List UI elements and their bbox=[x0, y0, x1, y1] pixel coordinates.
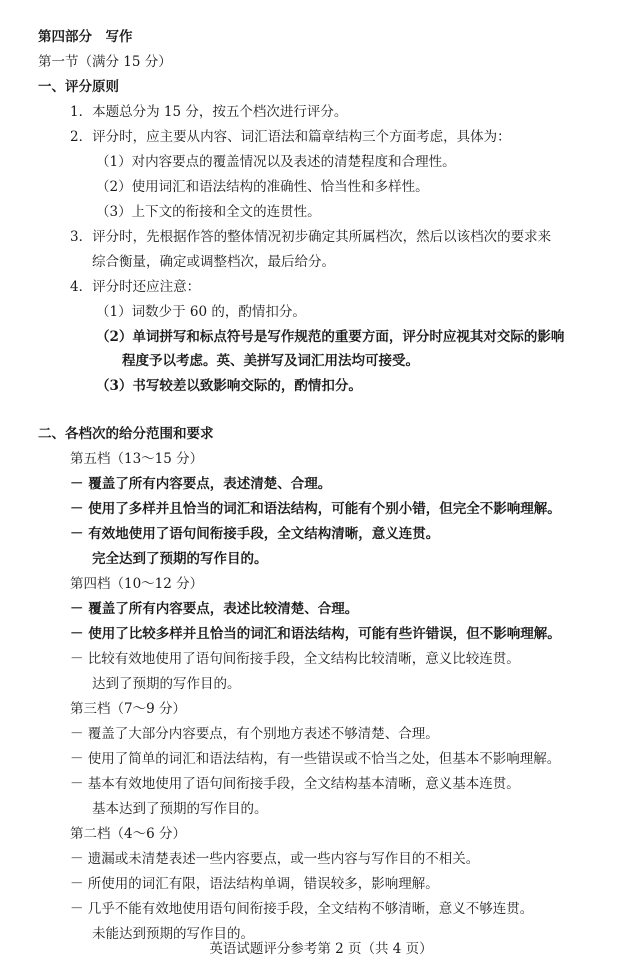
level-5-goal: 完全达到了预期的写作目的。 bbox=[92, 551, 268, 567]
section-title: 第一节（满分 15 分） bbox=[38, 54, 172, 70]
level-3-item-1: － 覆盖了大部分内容要点，有个别地方表述不够清楚、合理。 bbox=[70, 726, 439, 742]
level-5-item-2: － 使用了多样并且恰当的词汇和语法结构，可能有个别小错，但完全不影响理解。 bbox=[70, 501, 561, 517]
principle-item-4-sub-2-line-1: （2）单词拼写和标点符号是写作规范的重要方面，评分时应视其对交际的影响 bbox=[96, 329, 565, 345]
level-3-title: 第三档（7～9 分） bbox=[70, 701, 186, 717]
level-2-title: 第二档（4～6 分） bbox=[70, 826, 186, 842]
principle-item-1: 1．本题总分为 15 分，按五个档次进行评分。 bbox=[70, 104, 348, 120]
principle-item-4: 4．评分时还应注意： bbox=[70, 279, 201, 295]
level-4-title: 第四档（10～12 分） bbox=[70, 576, 204, 592]
principle-item-4-sub-2-line-2: 程度予以考虑。英、美拼写及词汇用法均可接受。 bbox=[122, 353, 419, 369]
level-4-goal: 达到了预期的写作目的。 bbox=[92, 676, 241, 692]
level-3-item-2: － 使用了简单的词汇和语法结构，有一些错误或不恰当之处，但基本不影响理解。 bbox=[70, 751, 561, 767]
principle-item-3-line-1: 3．评分时，先根据作答的整体情况初步确定其所属档次，然后以该档次的要求来 bbox=[70, 229, 552, 245]
principle-item-2: 2．评分时，应主要从内容、词汇语法和篇章结构三个方面考虑，具体为： bbox=[70, 129, 511, 145]
part-title: 第四部分 写作 bbox=[38, 29, 133, 45]
level-4-item-3: － 比较有效地使用了语句间衔接手段，全文结构比较清晰，意义比较连贯。 bbox=[70, 651, 520, 667]
level-2-item-1: － 遗漏或未清楚表述一些内容要点，或一些内容与写作目的不相关。 bbox=[70, 851, 480, 867]
principle-item-2-sub-3: （3）上下文的衔接和全文的连贯性。 bbox=[96, 204, 321, 220]
principles-heading: 一、评分原则 bbox=[38, 79, 119, 95]
principle-item-3-line-2: 综合衡量，确定或调整档次，最后给分。 bbox=[92, 254, 335, 270]
principle-item-2-sub-1: （1）对内容要点的覆盖情况以及表述的清楚程度和合理性。 bbox=[96, 154, 456, 170]
level-5-item-3: － 有效地使用了语句间衔接手段，全文结构清晰，意义连贯。 bbox=[70, 526, 440, 542]
level-2-item-3: － 几乎不能有效地使用语句间衔接手段，全文结构不够清晰，意义不够连贯。 bbox=[70, 901, 534, 917]
level-3-goal: 基本达到了预期的写作目的。 bbox=[92, 801, 268, 817]
level-5-item-1: － 覆盖了所有内容要点，表述清楚、合理。 bbox=[70, 476, 332, 492]
levels-heading: 二、各档次的给分范围和要求 bbox=[38, 426, 214, 442]
page-footer: 英语试题评分参考第 2 页（共 4 页） bbox=[209, 941, 433, 957]
level-4-item-2: － 使用了比较多样并且恰当的词汇和语法结构，可能有些许错误，但不影响理解。 bbox=[70, 626, 561, 642]
level-2-goal: 未能达到预期的写作目的。 bbox=[92, 926, 254, 942]
level-2-item-2: － 所使用的词汇有限，语法结构单调，错误较多，影响理解。 bbox=[70, 876, 439, 892]
level-4-item-1: － 覆盖了所有内容要点，表述比较清楚、合理。 bbox=[70, 601, 359, 617]
principle-item-4-sub-1: （1）词数少于 60 的，酌情扣分。 bbox=[96, 304, 306, 320]
level-3-item-3: － 基本有效地使用了语句间衔接手段，全文结构基本清晰，意义基本连贯。 bbox=[70, 776, 520, 792]
level-5-title: 第五档（13～15 分） bbox=[70, 451, 204, 467]
principle-item-4-sub-3: （3）书写较差以致影响交际的，酌情扣分。 bbox=[96, 378, 362, 394]
principle-item-2-sub-2: （2）使用词汇和语法结构的准确性、恰当性和多样性。 bbox=[96, 179, 429, 195]
